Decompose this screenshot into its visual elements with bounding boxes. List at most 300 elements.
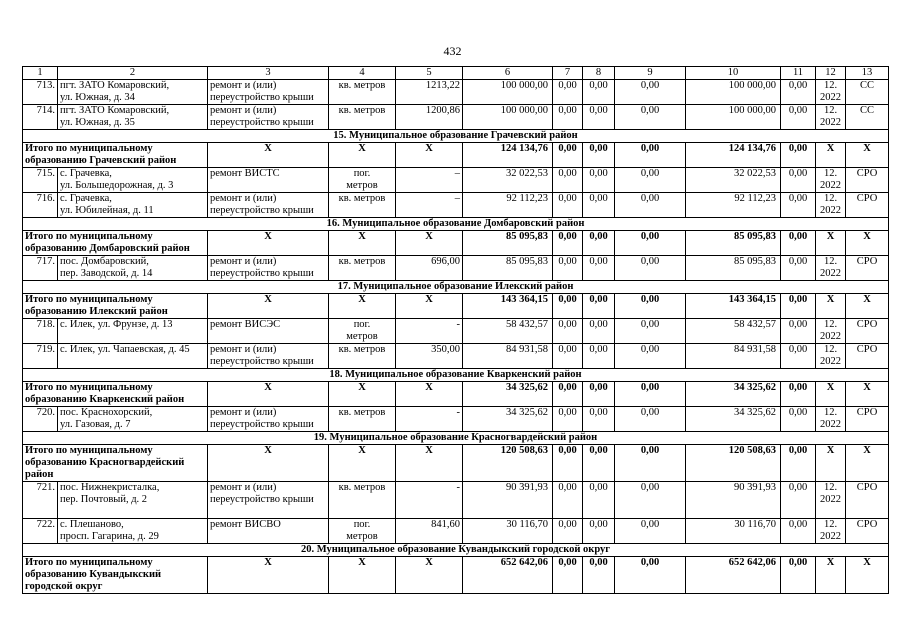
deadline-line: 2022 [820,419,841,430]
quantity-cell: 696,00 [396,256,463,281]
address-cell [58,168,208,193]
subtotal-budget-share-cell: 0,00 [553,382,583,407]
subtotal-deadline-cell: 0,00 [781,294,816,319]
subtotal-budget-share-cell: 0,00 [553,231,583,256]
total-cost-cell: 100 000,00 [463,105,553,130]
subtotal-fund-share-cell: 124 134,76 [463,143,553,168]
deadline-line: 12. [823,105,838,116]
table-row [23,482,889,519]
column-number: 10 [686,67,781,80]
fund-share-cell: 0,00 [553,407,583,432]
method-cell: СРО [846,407,889,432]
work-type-line: ремонт и (или) [210,256,277,267]
subtotal-total-cost-cell: X [396,231,463,256]
unit-cell [329,519,396,544]
budget-share-cell: 0,00 [583,193,615,218]
deadline-cell [816,193,846,218]
subtotal-method-cell: X [816,231,846,256]
method-cell: СРО [846,482,889,519]
subtotal-region-share-cell: 0,00 [583,557,615,594]
work-type-line: переустройство крыши [210,268,314,279]
section-title: 17. Муниципальное образование Илекский район [23,281,889,294]
table-row [23,80,889,105]
unit-cell: кв. метров [329,256,396,281]
fund-share-cell: 0,00 [553,105,583,130]
item-number-cell: 713. [23,80,58,105]
subtotal-label [23,143,208,168]
method-cell: СРО [846,519,889,544]
deadline-line: 2022 [820,180,841,191]
subtotal-owners-share-cell: 0,00 [615,294,686,319]
subtotal-total-cost-cell: X [396,445,463,482]
work-type-cell: ремонт ВИСТС [208,168,329,193]
work-type-cell: ремонт ВИСВО [208,519,329,544]
subtotal-deadline-cell: 0,00 [781,557,816,594]
subtotal-undefined-cell: X [846,294,889,319]
subtotal-budget-share-cell: 0,00 [553,445,583,482]
subtotal-label-line: образованию Грачевский район [25,155,177,166]
work-type-cell [208,407,329,432]
deadline-cell [816,105,846,130]
quantity-cell: – [396,168,463,193]
subtotal-label-line: образованию Кваркенский район [25,394,185,405]
subtotal-label-line: образованию Домбаровский район [25,243,190,254]
region-share-cell: 0,00 [615,482,686,519]
capital-repair-table [22,66,889,594]
owners-share-cell: 100 000,00 [686,80,781,105]
subtotal-quantity-cell: X [329,294,396,319]
section-title: 18. Муниципальное образование Кваркенский район [23,369,889,382]
address-cell [58,193,208,218]
subtotal-budget-share-cell: 0,00 [553,557,583,594]
subtotal-local-share-cell: 652 642,06 [686,557,781,594]
subtotal-region-share-cell: 0,00 [583,445,615,482]
subtotal-method-cell: X [816,294,846,319]
subtotal-quantity-cell: X [329,557,396,594]
subtotal-deadline-cell: 0,00 [781,231,816,256]
fund-share-cell: 0,00 [553,168,583,193]
column-number: 12 [816,67,846,80]
subtotal-label-line: образованию Красногвардейский [25,457,185,468]
subtotal-unit-cell: X [208,445,329,482]
address-line: ул. Южная, д. 35 [60,117,135,128]
subtotal-undefined-cell: X [846,382,889,407]
item-number-cell: 715. [23,168,58,193]
subtotal-row [23,557,889,594]
item-number-cell: 716. [23,193,58,218]
method-cell: СРО [846,319,889,344]
address-line: пос. Нижнекристалка, [60,482,160,493]
deadline-line: 2022 [820,356,841,367]
subtotal-quantity-cell: X [329,143,396,168]
column-number: 1 [23,67,58,80]
subtotal-label-line: городской округ [25,581,103,592]
total-cost-cell: 34 325,62 [463,407,553,432]
subtotal-local-share-cell: 85 095,83 [686,231,781,256]
table-row [23,407,889,432]
deadline-cell [816,256,846,281]
subtotal-label-line: Итого по муниципальному [25,557,153,568]
subtotal-owners-share-cell: 0,00 [615,231,686,256]
subtotal-region-share-cell: 0,00 [583,294,615,319]
address-cell [58,256,208,281]
work-type-line: ремонт и (или) [210,482,277,493]
deadline-cell [816,344,846,369]
deadline-line: 2022 [820,494,841,505]
deadline-line: 12. [823,256,838,267]
column-number: 11 [781,67,816,80]
address-cell [58,105,208,130]
subtotal-fund-share-cell: 652 642,06 [463,557,553,594]
budget-share-cell: 0,00 [583,256,615,281]
deadline-line: 2022 [820,268,841,279]
section-header-row [23,130,889,143]
subtotal-label-line: Итого по муниципальному [25,445,153,456]
deadline-line: 12. [823,319,838,330]
work-type-cell [208,105,329,130]
subtotal-budget-share-cell: 0,00 [553,294,583,319]
deadline-line: 2022 [820,331,841,342]
address-line: ул. Большедорожная, д. 3 [60,180,174,191]
deadline-line: 12. [823,168,838,179]
total-cost-cell: 100 000,00 [463,80,553,105]
address-line: с. Плешаново, [60,519,124,530]
item-number-cell: 718. [23,319,58,344]
region-share-cell: 0,00 [615,80,686,105]
subtotal-fund-share-cell: 143 364,15 [463,294,553,319]
address-line: просп. Гагарина, д. 29 [60,531,159,542]
subtotal-row [23,445,889,482]
address-cell [58,519,208,544]
region-share-cell: 0,00 [615,193,686,218]
unit-line: пог. [353,319,371,330]
address-cell [58,407,208,432]
quantity-cell: - [396,407,463,432]
item-number-cell: 721. [23,482,58,519]
budget-share-cell: 0,00 [583,407,615,432]
deadline-line: 2022 [820,205,841,216]
unit-line: пог. [353,519,371,530]
item-number-cell: 722. [23,519,58,544]
local-share-cell: 0,00 [781,319,816,344]
address-line: пгт. ЗАТО Комаровский, [60,105,170,116]
local-share-cell: 0,00 [781,519,816,544]
local-share-cell: 0,00 [781,80,816,105]
method-cell: СРО [846,344,889,369]
subtotal-total-cost-cell: X [396,143,463,168]
address-line: пер. Почтовый, д. 2 [60,494,148,505]
unit-cell: кв. метров [329,344,396,369]
work-type-cell [208,256,329,281]
address-line: ул. Южная, д. 34 [60,92,135,103]
column-number: 3 [208,67,329,80]
unit-line: метров [346,331,378,342]
subtotal-label [23,231,208,256]
column-number: 8 [583,67,615,80]
column-number: 2 [58,67,208,80]
total-cost-cell: 92 112,23 [463,193,553,218]
column-number: 5 [396,67,463,80]
region-share-cell: 0,00 [615,319,686,344]
method-cell: СРО [846,256,889,281]
quantity-cell: 350,00 [396,344,463,369]
subtotal-label [23,294,208,319]
total-cost-cell: 58 432,57 [463,319,553,344]
method-cell: СС [846,80,889,105]
work-type-cell: ремонт ВИСЭС [208,319,329,344]
subtotal-label-line: Итого по муниципальному [25,143,153,154]
section-header-row [23,218,889,231]
subtotal-row [23,143,889,168]
owners-share-cell: 58 432,57 [686,319,781,344]
total-cost-cell: 30 116,70 [463,519,553,544]
deadline-cell [816,168,846,193]
unit-line: метров [346,180,378,191]
table-row [23,168,889,193]
subtotal-fund-share-cell: 85 095,83 [463,231,553,256]
subtotal-label [23,557,208,594]
section-title: 15. Муниципальное образование Грачевский район [23,130,889,143]
unit-cell: кв. метров [329,407,396,432]
subtotal-deadline-cell: 0,00 [781,445,816,482]
deadline-line: 12. [823,193,838,204]
column-number: 7 [553,67,583,80]
section-header-row [23,369,889,382]
address-line: ул. Газовая, д. 7 [60,419,131,430]
item-number-cell: 714. [23,105,58,130]
table-row [23,105,889,130]
address-line: ул. Юбилейная, д. 11 [60,205,154,216]
subtotal-method-cell: X [816,557,846,594]
subtotal-label [23,382,208,407]
deadline-cell [816,482,846,519]
deadline-cell [816,319,846,344]
owners-share-cell: 30 116,70 [686,519,781,544]
address-line: пер. Заводской, д. 14 [60,268,153,279]
quantity-cell: 841,60 [396,519,463,544]
subtotal-label-line: Итого по муниципальному [25,382,153,393]
total-cost-cell: 32 022,53 [463,168,553,193]
total-cost-cell: 84 931,58 [463,344,553,369]
subtotal-region-share-cell: 0,00 [583,231,615,256]
subtotal-local-share-cell: 124 134,76 [686,143,781,168]
subtotal-unit-cell: X [208,557,329,594]
subtotal-label-line: образованию Илекский район [25,306,168,317]
quantity-cell: – [396,193,463,218]
address-line: с. Грачевка, [60,193,112,204]
work-type-cell [208,193,329,218]
local-share-cell: 0,00 [781,168,816,193]
deadline-cell [816,80,846,105]
work-type-line: переустройство крыши [210,356,314,367]
owners-share-cell: 32 022,53 [686,168,781,193]
subtotal-region-share-cell: 0,00 [583,143,615,168]
subtotal-label-line: Итого по муниципальному [25,231,153,242]
subtotal-method-cell: X [816,445,846,482]
budget-share-cell: 0,00 [583,319,615,344]
subtotal-unit-cell: X [208,294,329,319]
column-number: 9 [615,67,686,80]
owners-share-cell: 90 391,93 [686,482,781,519]
fund-share-cell: 0,00 [553,519,583,544]
unit-cell [329,168,396,193]
subtotal-total-cost-cell: X [396,294,463,319]
work-type-line: ремонт и (или) [210,344,277,355]
address-line: с. Грачевка, [60,168,112,179]
subtotal-label [23,445,208,482]
work-type-line: ремонт и (или) [210,407,277,418]
work-type-line: переустройство крыши [210,494,314,505]
table-row [23,193,889,218]
owners-share-cell: 34 325,62 [686,407,781,432]
deadline-line: 12. [823,344,838,355]
subtotal-unit-cell: X [208,143,329,168]
work-type-cell [208,80,329,105]
quantity-cell: 1213,22 [396,80,463,105]
subtotal-total-cost-cell: X [396,382,463,407]
subtotal-owners-share-cell: 0,00 [615,445,686,482]
deadline-line: 2022 [820,531,841,542]
address-cell [58,482,208,519]
section-title: 19. Муниципальное образование Красногвардейский район [23,432,889,445]
subtotal-region-share-cell: 0,00 [583,382,615,407]
address-line: пос. Краснохорский, [60,407,153,418]
subtotal-local-share-cell: 34 325,62 [686,382,781,407]
subtotal-row [23,294,889,319]
region-share-cell: 0,00 [615,256,686,281]
subtotal-owners-share-cell: 0,00 [615,143,686,168]
subtotal-fund-share-cell: 34 325,62 [463,382,553,407]
subtotal-method-cell: X [816,143,846,168]
section-title: 20. Муниципальное образование Кувандыкский городской округ [23,544,889,557]
budget-share-cell: 0,00 [583,168,615,193]
region-share-cell: 0,00 [615,105,686,130]
item-number-cell: 717. [23,256,58,281]
quantity-cell: 1200,86 [396,105,463,130]
section-header-row [23,281,889,294]
region-share-cell: 0,00 [615,407,686,432]
work-type-line: переустройство крыши [210,205,314,216]
subtotal-unit-cell: X [208,382,329,407]
subtotal-undefined-cell: X [846,231,889,256]
fund-share-cell: 0,00 [553,256,583,281]
section-header-row [23,432,889,445]
fund-share-cell: 0,00 [553,319,583,344]
address-cell [58,80,208,105]
owners-share-cell: 84 931,58 [686,344,781,369]
local-share-cell: 0,00 [781,256,816,281]
subtotal-owners-share-cell: 0,00 [615,557,686,594]
section-title: 16. Муниципальное образование Домбаровский район [23,218,889,231]
subtotal-undefined-cell: X [846,143,889,168]
owners-share-cell: 92 112,23 [686,193,781,218]
address-cell: с. Илек, ул. Фрунзе, д. 13 [58,319,208,344]
subtotal-local-share-cell: 143 364,15 [686,294,781,319]
budget-share-cell: 0,00 [583,519,615,544]
work-type-line: ремонт и (или) [210,193,277,204]
address-line: пос. Домбаровский, [60,256,149,267]
address-cell: с. Илек, ул. Чапаевская, д. 45 [58,344,208,369]
table-row [23,319,889,344]
owners-share-cell: 85 095,83 [686,256,781,281]
item-number-cell: 720. [23,407,58,432]
column-number: 4 [329,67,396,80]
local-share-cell: 0,00 [781,105,816,130]
subtotal-quantity-cell: X [329,445,396,482]
deadline-cell [816,519,846,544]
subtotal-fund-share-cell: 120 508,63 [463,445,553,482]
page-number: 432 [443,44,462,58]
region-share-cell: 0,00 [615,344,686,369]
subtotal-deadline-cell: 0,00 [781,382,816,407]
deadline-line: 2022 [820,92,841,103]
column-number: 13 [846,67,889,80]
fund-share-cell: 0,00 [553,193,583,218]
column-number: 6 [463,67,553,80]
unit-line: пог. [353,168,371,179]
local-share-cell: 0,00 [781,407,816,432]
deadline-line: 12. [823,80,838,91]
subtotal-budget-share-cell: 0,00 [553,143,583,168]
unit-cell: кв. метров [329,105,396,130]
subtotal-undefined-cell: X [846,445,889,482]
work-type-line: ремонт и (или) [210,80,277,91]
budget-share-cell: 0,00 [583,105,615,130]
unit-line: метров [346,531,378,542]
subtotal-row [23,382,889,407]
work-type-line: переустройство крыши [210,117,314,128]
subtotal-label-line: район [25,469,54,480]
subtotal-undefined-cell: X [846,557,889,594]
subtotal-quantity-cell: X [329,231,396,256]
work-type-line: ремонт и (или) [210,105,277,116]
owners-share-cell: 100 000,00 [686,105,781,130]
subtotal-row [23,231,889,256]
quantity-cell: - [396,482,463,519]
local-share-cell: 0,00 [781,193,816,218]
work-type-cell [208,482,329,519]
table-row [23,256,889,281]
address-line: пгт. ЗАТО Комаровский, [60,80,170,91]
unit-cell: кв. метров [329,482,396,519]
local-share-cell: 0,00 [781,482,816,519]
fund-share-cell: 0,00 [553,482,583,519]
local-share-cell: 0,00 [781,344,816,369]
subtotal-unit-cell: X [208,231,329,256]
fund-share-cell: 0,00 [553,344,583,369]
item-number-cell: 719. [23,344,58,369]
region-share-cell: 0,00 [615,519,686,544]
deadline-line: 12. [823,519,838,530]
deadline-cell [816,407,846,432]
total-cost-cell: 90 391,93 [463,482,553,519]
column-number-row [23,67,889,80]
subtotal-deadline-cell: 0,00 [781,143,816,168]
budget-share-cell: 0,00 [583,80,615,105]
method-cell: СРО [846,168,889,193]
subtotal-total-cost-cell: X [396,557,463,594]
subtotal-method-cell: X [816,382,846,407]
unit-cell [329,319,396,344]
budget-share-cell: 0,00 [583,344,615,369]
subtotal-label-line: образованию Кувандыкский [25,569,162,580]
unit-cell: кв. метров [329,193,396,218]
quantity-cell: - [396,319,463,344]
region-share-cell: 0,00 [615,168,686,193]
deadline-line: 2022 [820,117,841,128]
table-row [23,519,889,544]
section-header-row [23,544,889,557]
